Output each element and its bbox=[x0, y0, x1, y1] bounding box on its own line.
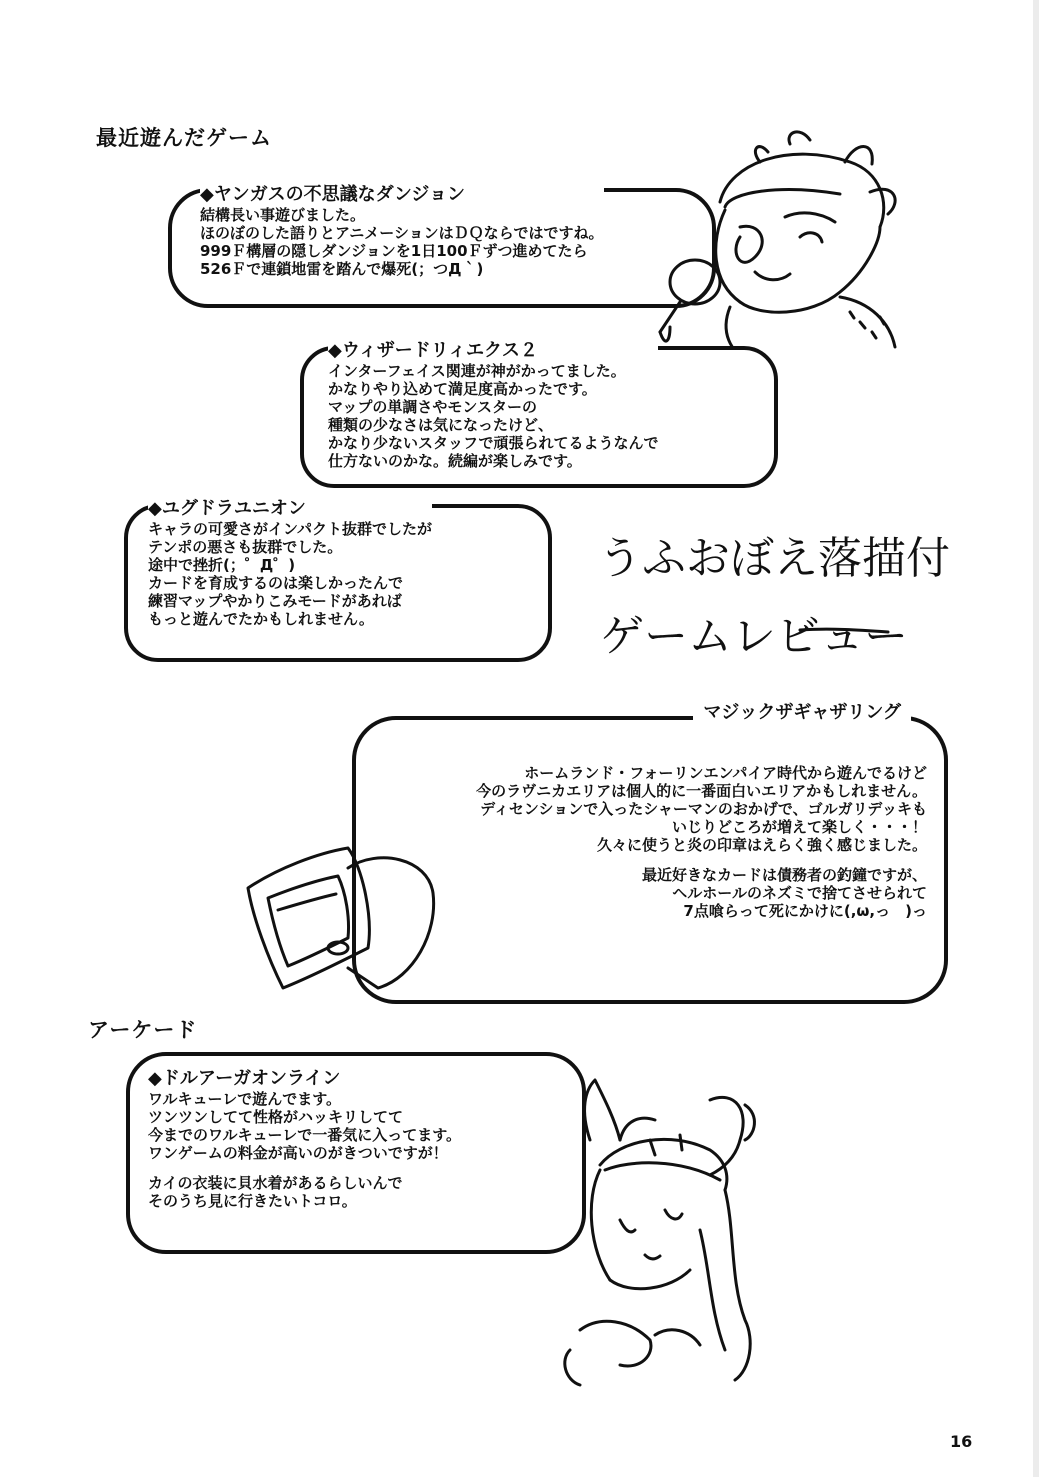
review-line: ヘルホールのネズミで捨てさせられて bbox=[672, 884, 927, 902]
review-druaga bbox=[148, 1068, 461, 1210]
review-line: ワルキューレで遊んでます。 bbox=[148, 1090, 342, 1108]
review-line: カイの衣装に貝水着があるらしいんで bbox=[148, 1174, 403, 1192]
review-line: 種類の少なさは気になったけど、 bbox=[328, 416, 554, 434]
cards-illustration bbox=[238, 838, 438, 998]
review-line: かなり少ないスタッフで頑張られてるようなんで bbox=[328, 434, 659, 452]
review-line: 今までのワルキューレで一番気に入ってます。 bbox=[148, 1126, 462, 1144]
review-line: 仕方ないのかな。続編が楽しみです。 bbox=[328, 452, 582, 470]
review-line: カードを育成するのは楽しかったんで bbox=[148, 574, 404, 592]
review-title: マジックザギャザリング bbox=[693, 702, 911, 724]
review-wizardry bbox=[328, 340, 658, 470]
handwritten-title-line1: うふおぼえ落描付 bbox=[598, 533, 950, 584]
review-line: 最近好きなカードは債務者の釣鐘ですが、 bbox=[641, 866, 927, 884]
review-title: ◆ユグドラユニオン bbox=[148, 498, 432, 520]
review-line: 7点喰らって死にかけに(,ω,っ )っ bbox=[683, 902, 927, 920]
review-line: 999Ｆ構層の隠しダンジョンを1日100Ｆずつ進めてたら bbox=[200, 242, 588, 260]
handwritten-title-line2: ゲームレビュー bbox=[600, 611, 908, 662]
review-line: ホームランド・フォーリンエンパイア時代から遊んでるけど bbox=[524, 764, 927, 782]
review-line: そのうち見に行きたいトコロ。 bbox=[148, 1192, 357, 1210]
valkyrie-character-illustration bbox=[560, 1080, 780, 1400]
review-yggdra bbox=[148, 498, 432, 628]
review-line: 途中で挫折(；゜Д゜) bbox=[148, 556, 296, 574]
review-line: マップの単調さやモンスターの bbox=[328, 398, 537, 416]
review-line: もっと遊んでたかもしれません。 bbox=[148, 610, 374, 628]
review-line: ワンゲームの料金が高いのがきついですが！ bbox=[148, 1144, 448, 1162]
review-line: 今のラヴニカエリアは個人的に一番面白いエリアかもしれません。 bbox=[476, 782, 927, 800]
review-line: 結構長い事遊びました。 bbox=[200, 206, 366, 224]
section-heading-recent: 最近遊んだゲーム bbox=[96, 126, 272, 150]
review-title: ◆ドルアーガオンライン bbox=[148, 1068, 341, 1089]
review-title: ◆ヤンガスの不思議なダンジョン bbox=[200, 184, 604, 206]
review-line: いじりどころが増えて楽しく・・・！ bbox=[671, 818, 927, 836]
review-line: ツンツンしてて性格がハッキリしてて bbox=[148, 1108, 404, 1126]
review-line: かなりやり込めて満足度高かったです。 bbox=[328, 380, 597, 398]
review-yangus bbox=[200, 184, 604, 278]
review-line: 久々に使うと炎の印章はえらく強く感じました。 bbox=[596, 836, 927, 854]
review-line: ほのぼのした語りとアニメーションはＤＱならではですね。 bbox=[200, 224, 604, 242]
review-line: テンポの悪さも抜群でした。 bbox=[148, 538, 343, 556]
page-edge bbox=[1033, 0, 1039, 1477]
review-line: 練習マップやかりこみモードがあれば bbox=[148, 592, 402, 610]
review-line: 526Ｆで連鎖地雷を踏んで爆死(；つД｀) bbox=[200, 260, 484, 278]
review-line: インターフェイス関連が神がかってました。 bbox=[328, 362, 626, 380]
review-line: キャラの可愛さがインパクト抜群でしたが bbox=[148, 520, 432, 538]
page-number: 16 bbox=[950, 1432, 973, 1451]
section-heading-arcade: アーケード bbox=[88, 1018, 198, 1042]
review-title: ◆ウィザードリィエクス２ bbox=[328, 340, 658, 362]
handwritten-underline-stroke bbox=[800, 620, 890, 640]
review-line: ディセンションで入ったシャーマンのおかげで、ゴルガリデッキも bbox=[480, 800, 927, 818]
yangus-character-illustration bbox=[640, 132, 910, 372]
